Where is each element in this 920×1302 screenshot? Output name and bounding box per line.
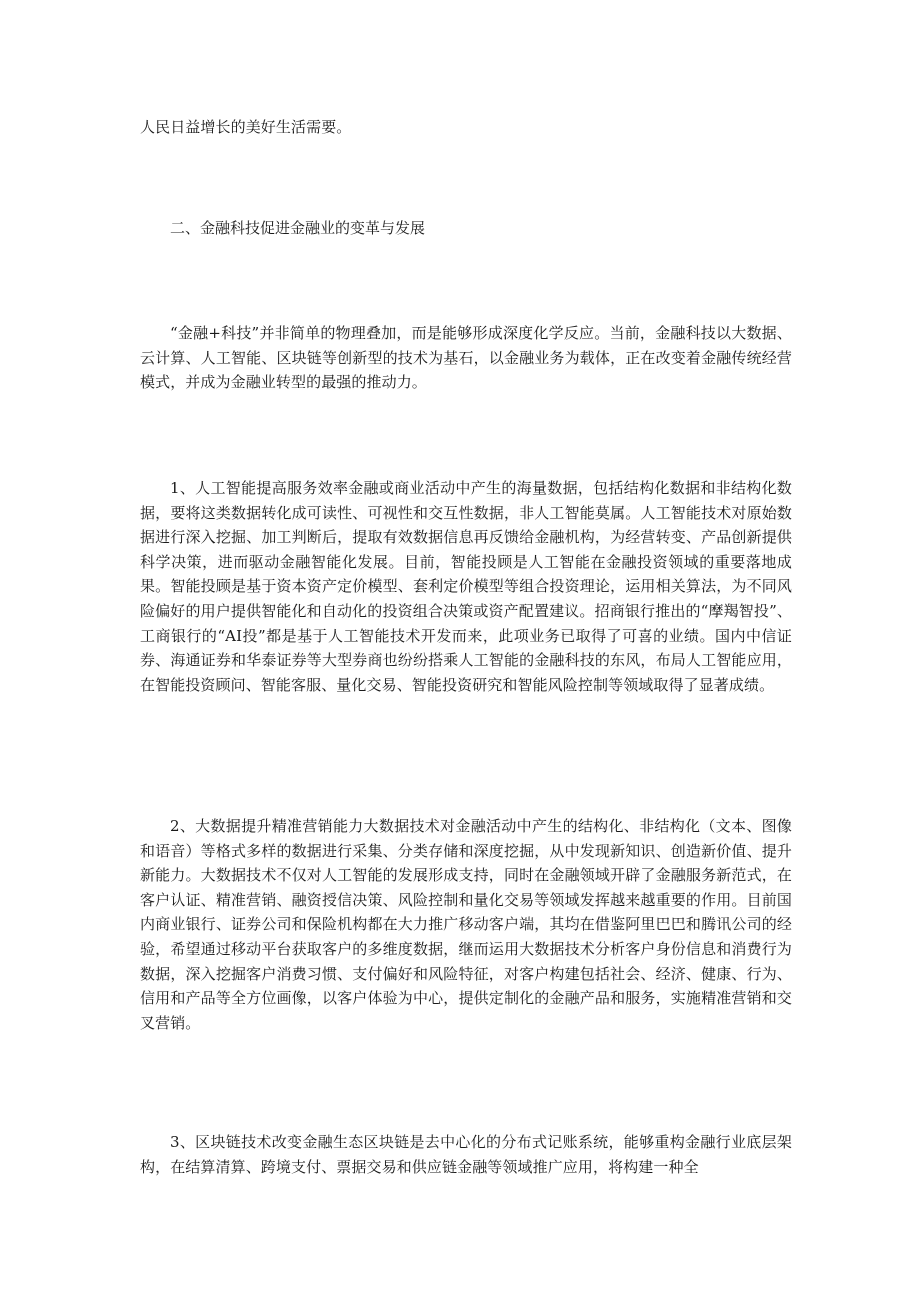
paragraph-big-data: 2、大数据提升精准营销能力大数据技术对金融活动中产生的结构化、非结构化（文本、图像和语音）等格式多样的数据进行采集、分类存储和深度挖掘，从中发现新知识、创造新价值、提升新能力。大数据技术不仅对人工智能的发展形成支持，同时在金融领域开辟了金融服务新范式，在客户认证、精准营销、融资授信决策、风险控制和量化交易等领域发挥越来越重要的作用。目前国内商业银行、证券公司和保险机构都在大力推广移动客户端，其均在借鉴阿里巴巴和腾讯公司的经验，希望通过移动平台获取客户的多维度数据，继而运用大数据技术分析客户身份信息和消费行为数据，深入挖掘客户消费习惯、支付偏好和风险特征，对客户构建包括社会、经济、健康、行为、信用和产品等全方位画像，以客户体验为中心，提供定制化的金融产品和服务，实施精准营销和交叉营销。 — [140, 817, 792, 1032]
paragraph-intro: “金融+科技”并非简单的物理叠加，而是能够形成深度化学反应。当前，金融科技以大数据、云计算、人工智能、区块链等创新型的技术为基石，以金融业务为载体，正在改变着金融传统经营模式，并成为金融业转型的最强的推动力。 — [140, 324, 792, 392]
section-heading: 二、金融科技促进金融业的变革与发展 — [170, 219, 426, 237]
paragraph-continuation: 人民日益增长的美好生活需要。 — [140, 118, 352, 136]
paragraph-blockchain: 3、区块链技术改变金融生态区块链是去中心化的分布式记账系统，能够重构金融行业底层架构，在结算清算、跨境支付、票据交易和供应链金融等领域推广应用，将构建一种全 — [140, 1133, 792, 1176]
paragraph-ai: 1、人工智能提高服务效率金融或商业活动中产生的海量数据，包括结构化数据和非结构化数据，要将这类数据转化成可读性、可视性和交互性数据，非人工智能莫属。人工智能技术对原始数据进行深入挖掘、加工判断后，提取有效数据信息再反馈给金融机构，为经营转变、产品创新提供科学决策，进而驱动金融智能化发展。目前，智能投顾是人工智能在金融投资领域的重要落地成果。智能投顾是基于资本资产定价模型、套利定价模型等组合投资理论，运用相关算法，为不同风险偏好的用户提供智能化和自动化的投资组合决策或资产配置建议。招商银行推出的“摩羯智投”、工商银行的“AI投”都是基于人工智能技术开发而来，此项业务已取得了可喜的业绩。国内中信证券、海通证券和华泰证券等大型券商也纷纷搭乘人工智能的金融科技的东风，布局人工智能应用，在智能投资顾问、智能客服、量化交易、智能投资研究和智能风险控制等领域取得了显著成绩。 — [140, 479, 792, 694]
